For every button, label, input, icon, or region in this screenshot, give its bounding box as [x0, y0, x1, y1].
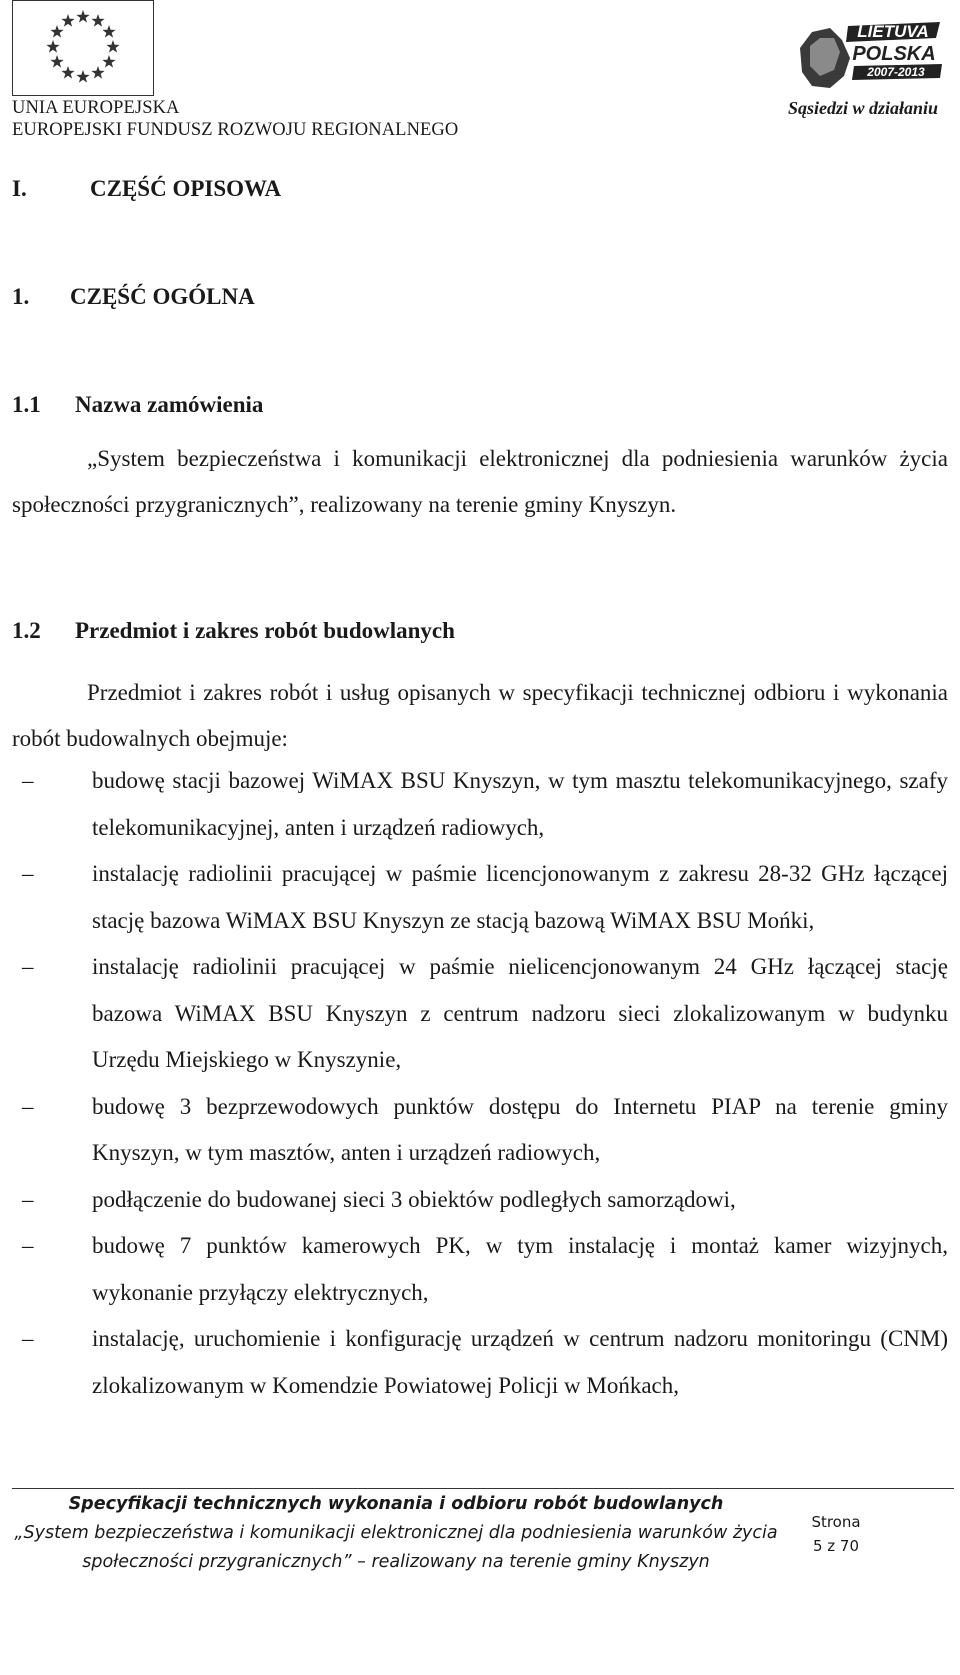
list-item	[12, 1177, 948, 1224]
eu-star-icon	[46, 40, 59, 53]
main-heading	[12, 176, 281, 202]
list-item	[12, 851, 948, 944]
section-1-2-number: 1.2	[12, 618, 41, 643]
eu-star-icon	[102, 55, 115, 68]
eu-flag-icon	[13, 1, 153, 95]
list-item-text: budowę 3 bezprzewodowych punktów dostępu do Internetu PIAP na terenie gminy Knyszyn, w tym masztów, anten i urządzeń radiowych,	[92, 1093, 948, 1165]
scope-list	[12, 758, 948, 1409]
dash-bullet: –	[22, 1093, 34, 1119]
section-1-1-text: „System bezpieczeństwa i komunikacji elektronicznej dla podniesienia warunków życia społeczności przygranicznych”, realizowany na terenie gminy Knyszyn.	[12, 446, 948, 517]
list-item-text: instalację, uruchomienie i konfigurację urządzeń w centrum nadzoru monitoringu (CNM) zlokalizowanym w Komendzie Powiatowej Policji w Mońkach,	[92, 1326, 948, 1398]
list-item-text: budowę 7 punktów kamerowych PK, w tym instalację i montaż kamer wizyjnych, wykonanie przyłączy elektrycznych,	[92, 1233, 948, 1305]
eu-star-icon	[76, 70, 89, 83]
eu-star-icon	[50, 25, 63, 38]
footer-line1: Specyfikacji technicznych wykonania i odbioru robót budowlanych	[68, 1494, 724, 1514]
dash-bullet: –	[22, 768, 34, 793]
list-item	[12, 758, 948, 851]
dash-bullet: –	[22, 861, 34, 886]
section-1-1-number: 1.1	[12, 392, 41, 417]
lietuva-polska-logo	[790, 18, 952, 96]
section-1-title: CZĘŚĆ OGÓLNA	[70, 284, 255, 309]
logo-polska-text: POLSKA	[852, 43, 936, 65]
section-1-2-heading	[12, 618, 455, 644]
section-1-heading	[12, 284, 255, 310]
page-indicator	[790, 1510, 882, 1558]
list-item	[12, 1084, 948, 1177]
dash-bullet: –	[22, 1186, 34, 1212]
footer-divider	[12, 1488, 954, 1489]
footer-title	[12, 1490, 780, 1577]
list-item-text: instalację radiolinii pracującej w paśmie nielicencjonowanym 24 GHz łączącej stację bazowa WiMAX BSU Knyszyn z centrum nadzoru sieci zlokalizowanym w budynku Urzędu Miejskiego w Knyszynie,	[92, 954, 948, 1072]
dash-bullet: –	[22, 1326, 34, 1351]
dash-bullet: –	[22, 1233, 34, 1258]
eu-star-icon	[106, 40, 119, 53]
eu-flag-logo	[12, 0, 154, 96]
eu-star-icon	[61, 14, 74, 27]
motto: Sąsiedzi w działaniu	[787, 98, 938, 118]
logo-years-text: 2007-2013	[867, 65, 925, 79]
list-item	[12, 944, 948, 1084]
eu-label-line2: EUROPEJSKI FUNDUSZ ROZWOJU REGIONALNEGO	[12, 120, 459, 140]
eu-star-icon	[91, 14, 104, 27]
list-item-text: podłączenie do budowanej sieci 3 obiektów podległych samorządowi,	[92, 1186, 736, 1212]
section-1-number: 1.	[12, 284, 30, 309]
eu-star-icon	[102, 25, 115, 38]
eu-star-icon	[50, 55, 63, 68]
list-item	[12, 1316, 948, 1409]
eu-star-icon	[76, 10, 89, 23]
footer-line3: społeczności przygranicznych” – realizowany na terenie gminy Knyszyn	[82, 1552, 710, 1572]
dash-bullet: –	[22, 954, 34, 979]
main-heading-title: CZĘŚĆ OPISOWA	[90, 176, 282, 201]
eu-star-icon	[91, 66, 104, 79]
section-1-2-title: Przedmiot i zakres robót budowlanych	[75, 618, 455, 643]
eu-label-line1: UNIA EUROPEJSKA	[12, 98, 180, 118]
section-1-1-title: Nazwa zamówienia	[75, 392, 264, 417]
section-1-1-heading	[12, 392, 263, 418]
page-number: 5 z 70	[812, 1537, 860, 1555]
section-1-2-intro: Przedmiot i zakres robót i usług opisanych w specyfikacji technicznej odbioru i wykonania robót budowalnych obejmuje:	[12, 680, 948, 751]
logo-lietuva-text: LIETUVA	[857, 22, 929, 41]
list-item-text: instalację radiolinii pracującej w paśmie licencjonowanym z zakresu 28-32 GHz łączącej stację bazowa WiMAX BSU Knyszyn ze stacją bazową WiMAX BSU Mońki,	[92, 861, 948, 933]
footer-line2: „System bezpieczeństwa i komunikacji elektronicznej dla podniesienia warunków życia	[14, 1523, 778, 1543]
main-heading-number: I.	[12, 176, 27, 201]
eu-star-icon	[61, 66, 74, 79]
list-item-text: budowę stacji bazowej WiMAX BSU Knyszyn, w tym masztu telekomunikacyjnego, szafy telekomunikacyjnej, anten i urządzeń radiowych,	[92, 768, 948, 840]
page-label: Strona	[811, 1513, 861, 1531]
list-item	[12, 1223, 948, 1316]
